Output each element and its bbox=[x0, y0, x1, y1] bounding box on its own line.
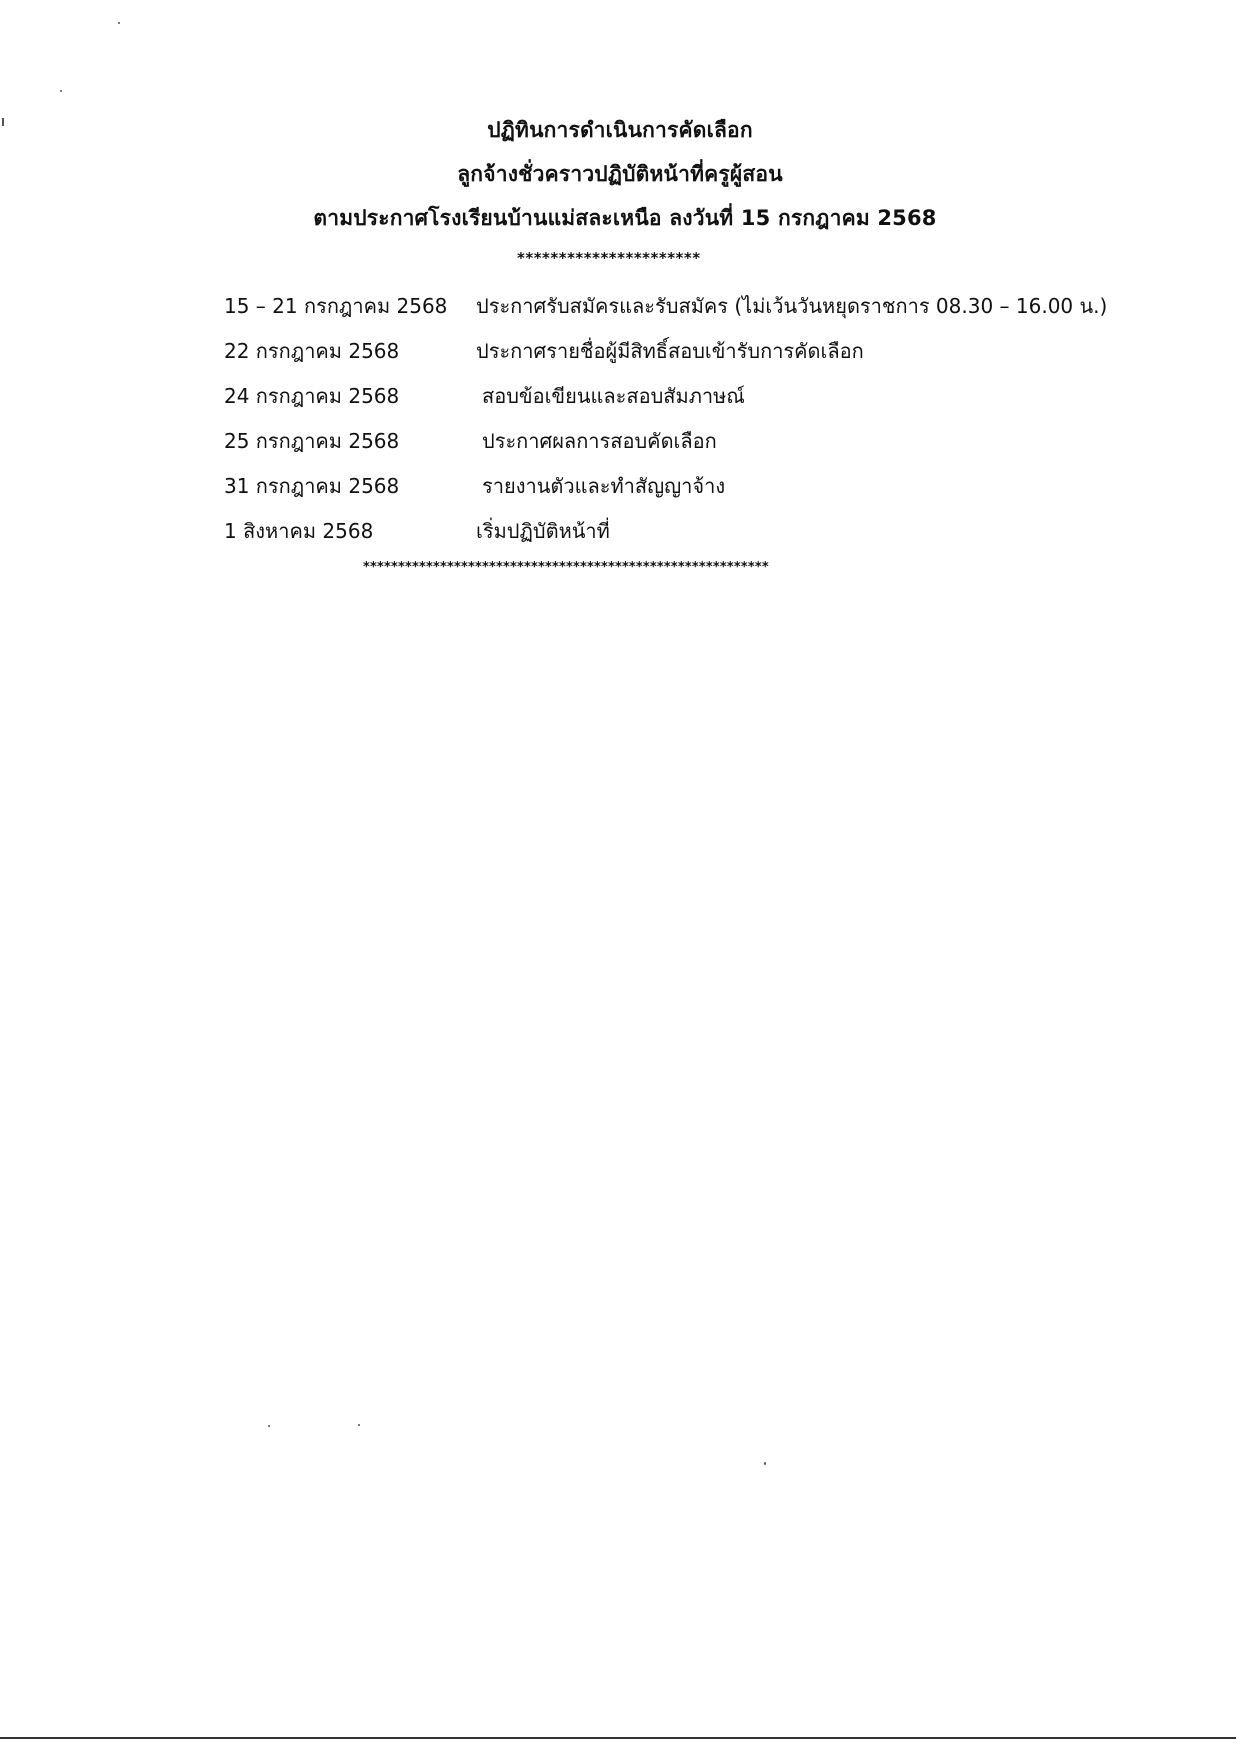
schedule-activity: ประกาศผลการสอบคัดเลือก bbox=[482, 429, 717, 453]
schedule-date: 15 – 21 กรกฎาคม 2568 bbox=[224, 294, 448, 318]
scan-speck bbox=[764, 1462, 766, 1465]
schedule-activity: ประกาศรายชื่อผู้มีสิทธิ์สอบเข้ารับการคัดเลือก bbox=[476, 339, 864, 363]
scan-speck bbox=[358, 1424, 360, 1426]
scan-speck bbox=[268, 1425, 270, 1427]
schedule-list bbox=[224, 288, 1124, 558]
schedule-date: 22 กรกฎาคม 2568 bbox=[224, 339, 400, 363]
schedule-date: 24 กรกฎาคม 2568 bbox=[224, 384, 400, 408]
schedule-date: 31 กรกฎาคม 2568 bbox=[224, 474, 400, 498]
announcement-reference: ตามประกาศโรงเรียนบ้านแม่สละเหนือ ลงวันที่ 15 กรกฎาคม 2568 bbox=[313, 206, 937, 230]
schedule-row bbox=[224, 423, 1124, 468]
schedule-activity: ประกาศรับสมัครและรับสมัคร (ไม่เว้นวันหยุดราชการ 08.30 – 16.00 น.) bbox=[476, 294, 1108, 318]
schedule-activity: รายงานตัวและทำสัญญาจ้าง bbox=[482, 474, 726, 498]
header-divider: ********************** bbox=[517, 249, 701, 267]
document-subtitle: ลูกจ้างชั่วคราวปฏิบัติหน้าที่ครูผู้สอน bbox=[457, 162, 783, 186]
footer-divider: ********************************************************** bbox=[363, 560, 769, 575]
scan-speck bbox=[2, 118, 4, 126]
schedule-row bbox=[224, 513, 1124, 558]
schedule-row bbox=[224, 378, 1124, 423]
schedule-activity: เริ่มปฏิบัติหน้าที่ bbox=[476, 519, 610, 543]
document-header bbox=[0, 108, 1240, 240]
schedule-row bbox=[224, 288, 1124, 333]
scan-speck bbox=[118, 22, 120, 24]
scan-speck bbox=[60, 90, 62, 92]
schedule-activity: สอบข้อเขียนและสอบสัมภาษณ์ bbox=[482, 384, 745, 408]
schedule-row bbox=[224, 468, 1124, 513]
document-title: ปฏิทินการดำเนินการคัดเลือก bbox=[487, 118, 753, 142]
page-bottom-rule bbox=[0, 1737, 1236, 1739]
schedule-row bbox=[224, 333, 1124, 378]
schedule-date: 1 สิงหาคม 2568 bbox=[224, 519, 374, 543]
schedule-date: 25 กรกฎาคม 2568 bbox=[224, 429, 400, 453]
